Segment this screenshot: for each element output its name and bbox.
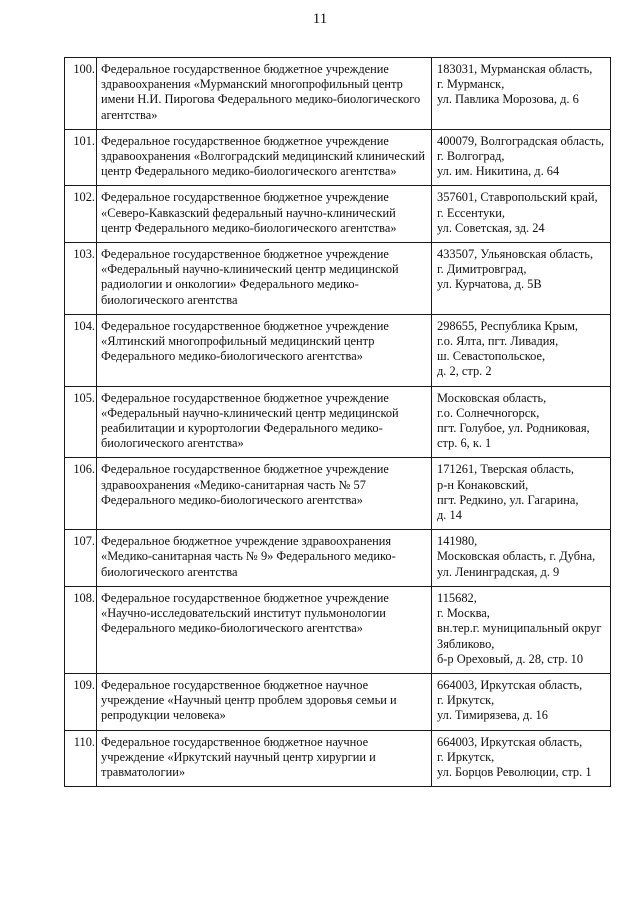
institution-address: 664003, Иркутская область, г. Иркутск, ул. Тимирязева, д. 16	[432, 673, 611, 730]
institution-name: Федеральное государственное бюджетное учреждение здравоохранения «Волгоградский медицинский клинический центр Федерального медико-биологического агентства»	[97, 129, 432, 186]
institution-address: 664003, Иркутская область, г. Иркутск, ул. Борцов Революции, стр. 1	[432, 730, 611, 787]
institution-name: Федеральное государственное бюджетное учреждение «Научно-исследовательский институт пульмонологии Федерального медико-биологического агентства»	[97, 586, 432, 673]
table-row	[65, 530, 611, 587]
institution-name: Федеральное государственное бюджетное научное учреждение «Научный центр проблем здоровья семьи и репродукции человека»	[97, 673, 432, 730]
institution-name: Федеральное бюджетное учреждение здравоохранения «Медико-санитарная часть № 9» Федерального медико-биологического агентства	[97, 530, 432, 587]
institution-address: 298655, Республика Крым, г.о. Ялта, пгт. Ливадия, ш. Севастопольское, д. 2, стр. 2	[432, 314, 611, 386]
row-number: 101.	[65, 129, 97, 186]
table-row	[65, 58, 611, 130]
row-number: 105.	[65, 386, 97, 458]
row-number: 107.	[65, 530, 97, 587]
table-row	[65, 386, 611, 458]
table-row	[65, 129, 611, 186]
institution-name: Федеральное государственное бюджетное научное учреждение «Иркутский научный центр хирургии и травматологии»	[97, 730, 432, 787]
institution-name: Федеральное государственное бюджетное учреждение «Ялтинский многопрофильный медицинский центр Федерального медико-биологического агентства»	[97, 314, 432, 386]
table-row	[65, 186, 611, 243]
row-number: 110.	[65, 730, 97, 787]
page-number: 11	[312, 11, 328, 27]
table-row	[65, 673, 611, 730]
institution-address: 141980, Московская область, г. Дубна, ул. Ленинградская, д. 9	[432, 530, 611, 587]
institutions-table	[64, 57, 611, 787]
row-number: 102.	[65, 186, 97, 243]
institution-address: 400079, Волгоградская область, г. Волгоград, ул. им. Никитина, д. 64	[432, 129, 611, 186]
institution-name: Федеральное государственное бюджетное учреждение «Северо-Кавказский федеральный научно-клинический центр Федерального медико-биологического агентства»	[97, 186, 432, 243]
institution-name: Федеральное государственное бюджетное учреждение здравоохранения «Медико-санитарная часть № 57 Федерального медико-биологического агентства»	[97, 458, 432, 530]
row-number: 103.	[65, 243, 97, 315]
table-row	[65, 314, 611, 386]
table-row	[65, 458, 611, 530]
institution-address: 171261, Тверская область, р-н Конаковский, пгт. Редкино, ул. Гагарина, д. 14	[432, 458, 611, 530]
table-row	[65, 243, 611, 315]
row-number: 100.	[65, 58, 97, 130]
row-number: 109.	[65, 673, 97, 730]
institution-address: 115682, г. Москва, вн.тер.г. муниципальный округ Зябликово, б-р Ореховый, д. 28, стр. 10	[432, 586, 611, 673]
row-number: 108.	[65, 586, 97, 673]
row-number: 106.	[65, 458, 97, 530]
institution-address: Московская область, г.о. Солнечногорск, пгт. Голубое, ул. Родниковая, стр. 6, к. 1	[432, 386, 611, 458]
institution-address: 433507, Ульяновская область, г. Димитровград, ул. Курчатова, д. 5В	[432, 243, 611, 315]
row-number: 104.	[65, 314, 97, 386]
institution-name: Федеральное государственное бюджетное учреждение здравоохранения «Мурманский многопрофильный центр имени Н.И. Пирогова Федерального медико-биологического агентства»	[97, 58, 432, 130]
institution-name: Федеральное государственное бюджетное учреждение «Федеральный научно-клинический центр медицинской радиологии и онкологии» Федерального медико-биологического агентства	[97, 243, 432, 315]
table-row	[65, 586, 611, 673]
table-row	[65, 730, 611, 787]
institution-name: Федеральное государственное бюджетное учреждение «Федеральный научно-клинический центр медицинской реабилитации и курортологии Федерального медико-биологического агентства»	[97, 386, 432, 458]
institution-address: 357601, Ставропольский край, г. Ессентуки, ул. Советская, зд. 24	[432, 186, 611, 243]
institution-address: 183031, Мурманская область, г. Мурманск, ул. Павлика Морозова, д. 6	[432, 58, 611, 130]
